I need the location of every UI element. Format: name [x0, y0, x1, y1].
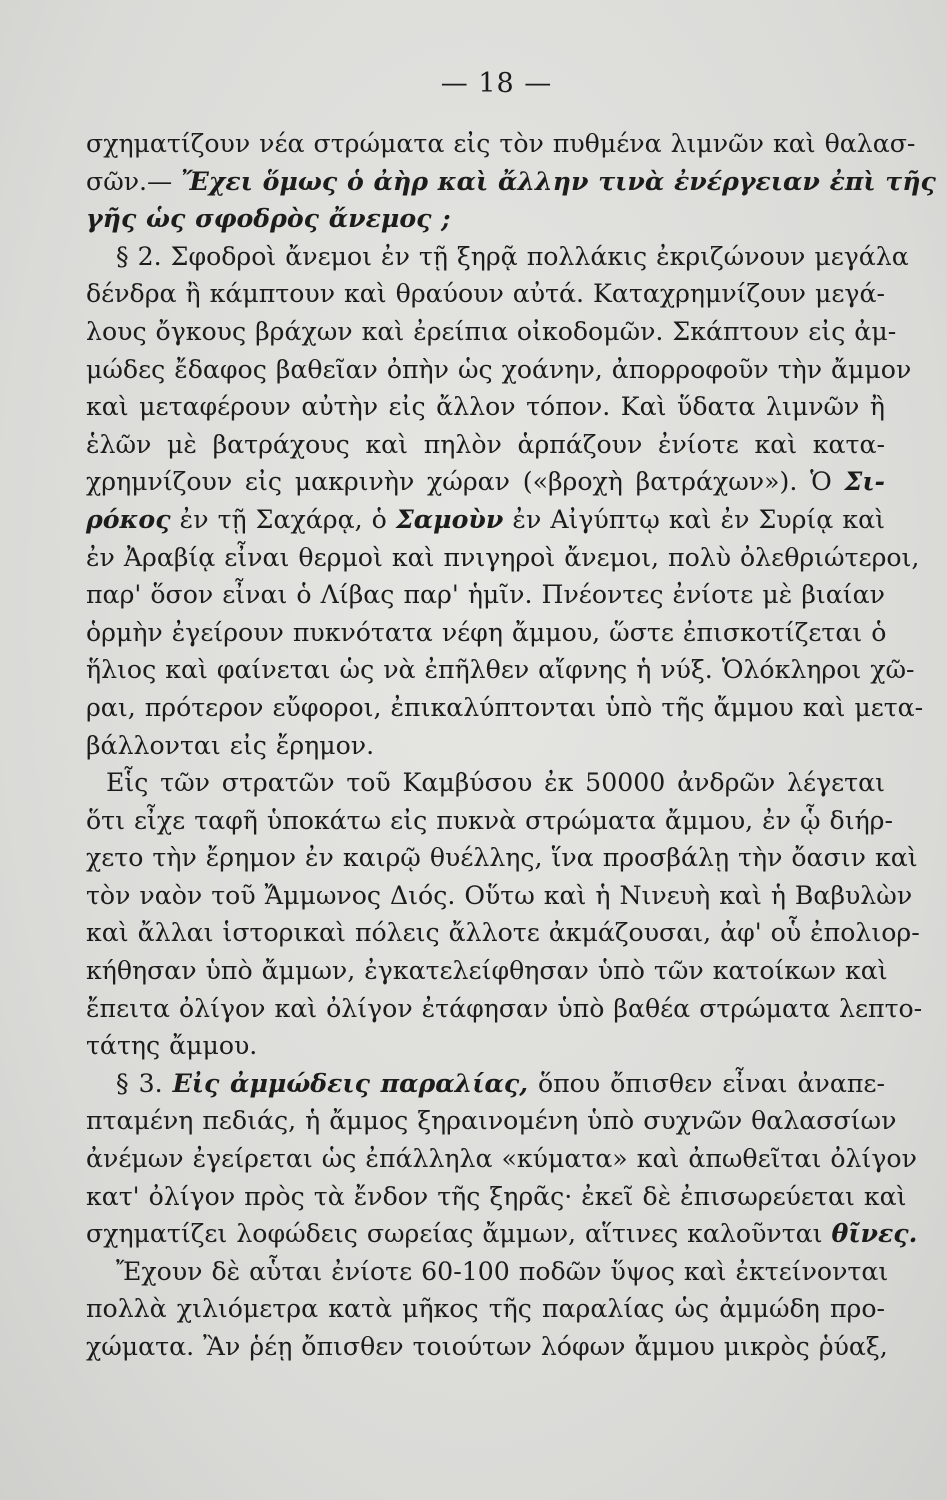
- text-line: [86, 313, 897, 351]
- line-text: ἐν Ἀραβίᾳ εἶναι θερμοὶ καὶ πνιγηροὶ ἄνεμοι, πολὺ ὀλεθριώτεροι,: [86, 542, 920, 572]
- line-text: Εἷς τῶν στρατῶν τοῦ Καμβύσου ἐκ 50000 ἀνδρῶν λέγεται: [106, 768, 885, 798]
- line-text: ἐν Αἰγύπτῳ καὶ ἐν Συρίᾳ καὶ: [512, 504, 886, 534]
- text-line: [86, 163, 936, 201]
- line-text: πολλὰ χιλιόμετρα κατὰ μῆκος τῆς παραλίας ὡς ἀμμώδη προ-: [86, 1294, 885, 1324]
- text-line: [86, 200, 885, 238]
- emphasis-text: ρόκος: [86, 503, 171, 534]
- line-text: ἑλῶν μὲ βατράχους καὶ πηλὸν ἁρπάζουν ἐνίοτε καὶ κατα-: [86, 429, 885, 459]
- emphasis-text: Ἔχει ὅμως ὁ ἀὴρ καὶ ἄλλην τινὰ ἐνέργειαν ἐπὶ τῆς: [181, 165, 936, 196]
- line-text: μώδες ἔδαφος βαθεῖαν ὀπὴν ὡς χοάνην, ἀπορροφοῦν τὴν ἄμμον: [86, 354, 912, 384]
- text-line: [86, 1328, 888, 1366]
- text-line: [86, 1027, 885, 1065]
- line-text: ραι, πρότερον εὔφοροι, ἐπικαλύπτονται ὑπὸ τῆς ἄμμου καὶ μετα-: [86, 692, 924, 722]
- line-text: ὁρμὴν ἐγείρουν πυκνότατα νέφη ἄμμου, ὥστε ἐπισκοτίζεται ὁ: [86, 617, 887, 647]
- text-line: [86, 914, 920, 952]
- text-line: [86, 839, 918, 877]
- text-line: [86, 539, 920, 577]
- line-text: χετο τὴν ἔρημον ἐν καιρῷ θυέλλης, ἵνα προσβάλῃ τὴν ὄασιν καὶ: [86, 843, 918, 873]
- line-text: κατ' ὀλίγον πρὸς τὰ ἔνδον τῆς ξηρᾶς· ἐκεῖ δὲ ἐπισωρεύεται καὶ: [86, 1181, 907, 1211]
- text-line: [86, 1102, 897, 1140]
- text-line: [86, 463, 885, 501]
- text-line: [86, 238, 909, 276]
- line-text: σῶν.—: [86, 166, 173, 196]
- line-text: βάλλονται εἰς ἔρημον.: [86, 730, 375, 760]
- line-text: τάτης ἄμμου.: [86, 1031, 258, 1061]
- page-number: — 18 —: [440, 68, 553, 99]
- line-text: σχηματίζουν νέα στρώματα εἰς τὸν πυθμένα λιμνῶν καὶ θαλασ-: [86, 129, 916, 158]
- line-text: Ἔχουν δὲ αὗται ἐνίοτε 60-100 ποδῶν ὕψος καὶ ἐκτείνονται: [116, 1256, 889, 1286]
- text-line: [86, 802, 893, 840]
- text-line: [86, 501, 885, 539]
- line-text: κήθησαν ὑπὸ ἄμμων, ἐγκατελείφθησαν ὑπὸ τῶν κατοίκων καὶ: [86, 956, 888, 986]
- text-line: [86, 689, 924, 727]
- line-text: καὶ μεταφέρουν αὐτὴν εἰς ἄλλον τόπον. Καὶ ὕδατα λιμνῶν ἢ: [86, 392, 885, 422]
- text-line: [86, 1178, 907, 1216]
- line-text: χώματα. Ἂν ῥέῃ ὄπισθεν τοιούτων λόφων ἄμμου μικρὸς ῥύαξ,: [86, 1332, 888, 1361]
- text-line: [86, 1290, 885, 1328]
- body-text: [86, 125, 936, 1366]
- text-line: [86, 351, 912, 389]
- emphasis-text: Σι-: [844, 466, 885, 497]
- text-line: [86, 125, 916, 163]
- text-line: [86, 1140, 917, 1178]
- line-text: δένδρα ἢ κάμπτουν καὶ θραύουν αὐτά. Καταχρημνίζουν μεγά-: [86, 279, 885, 309]
- text-line: [86, 388, 885, 426]
- text-line: [86, 614, 885, 652]
- text-line: [86, 426, 885, 464]
- text-line: [86, 1253, 889, 1291]
- emphasis-text: Σαμοὺν: [395, 503, 504, 534]
- text-line: [86, 576, 885, 614]
- text-line: [86, 952, 888, 990]
- emphasis-text: θῖνες.: [831, 1218, 918, 1249]
- line-text: ἔπειτα ὀλίγον καὶ ὀλίγον ἐτάφησαν ὑπὸ βαθέα στρώματα λεπτο-: [86, 993, 923, 1023]
- text-line: [86, 651, 915, 689]
- line-text: σχηματίζει λοφώδεις σωρείας ἄμμων, αἵτινες καλοῦνται: [86, 1219, 823, 1249]
- line-text: ἐν τῇ Σαχάρᾳ, ὁ: [179, 504, 387, 534]
- text-line: [86, 275, 885, 313]
- text-line: [86, 990, 923, 1028]
- line-text: § 2. Σφοδροὶ ἄνεμοι ἐν τῇ ξηρᾷ πολλάκις ἐκριζώνουν μεγάλα: [116, 241, 909, 271]
- line-text: ὅτι εἶχε ταφῆ ὑποκάτω εἰς πυκνὰ στρώματα ἄμμου, ἐν ᾧ διήρ-: [86, 805, 893, 835]
- line-text: τὸν ναὸν τοῦ Ἄμμωνος Διός. Οὕτω καὶ ἡ Νινευὴ καὶ ἡ Βαβυλὼν: [86, 880, 913, 910]
- text-line: [86, 1065, 885, 1103]
- line-text: χρημνίζουν εἰς μακρινὴν χώραν («βροχὴ βατράχων»). Ὁ: [86, 467, 832, 497]
- line-text: παρ' ὅσον εἶναι ὁ Λίβας παρ' ἡμῖν. Πνέοντες ἐνίοτε μὲ βιαίαν: [86, 580, 885, 610]
- line-text: ἀνέμων ἐγείρεται ὡς ἐπάλληλα «κύματα» καὶ ἀπωθεῖται ὀλίγον: [86, 1144, 917, 1174]
- line-text: ὅπου ὄπισθεν εἶναι ἀναπε-: [537, 1068, 885, 1098]
- text-line: [86, 1215, 918, 1253]
- line-text: ἥλιος καὶ φαίνεται ὡς νὰ ἐπῆλθεν αἴφνης ἡ νύξ. Ὁλόκληροι χῶ-: [86, 655, 915, 685]
- emphasis-text: Εἰς ἀμμώδεις παραλίας,: [172, 1067, 528, 1098]
- line-text: λους ὄγκους βράχων καὶ ἐρείπια οἰκοδομῶν. Σκάπτουν εἰς ἀμ-: [86, 316, 897, 346]
- line-text: καὶ ἄλλαι ἱστορικαὶ πόλεις ἄλλοτε ἀκμάζουσαι, ἀφ' οὗ ἐπολιορ-: [86, 918, 920, 948]
- emphasis-text: γῆς ὡς σφοδρὸς ἄνεμος ;: [86, 203, 451, 234]
- text-line: [86, 877, 913, 915]
- line-text: § 3.: [116, 1068, 163, 1098]
- text-line: [86, 727, 885, 765]
- line-text: πταμένη πεδιάς, ἡ ἄμμος ξηραινομένη ὑπὸ συχνῶν θαλασσίων: [86, 1106, 897, 1136]
- text-line: [86, 764, 885, 802]
